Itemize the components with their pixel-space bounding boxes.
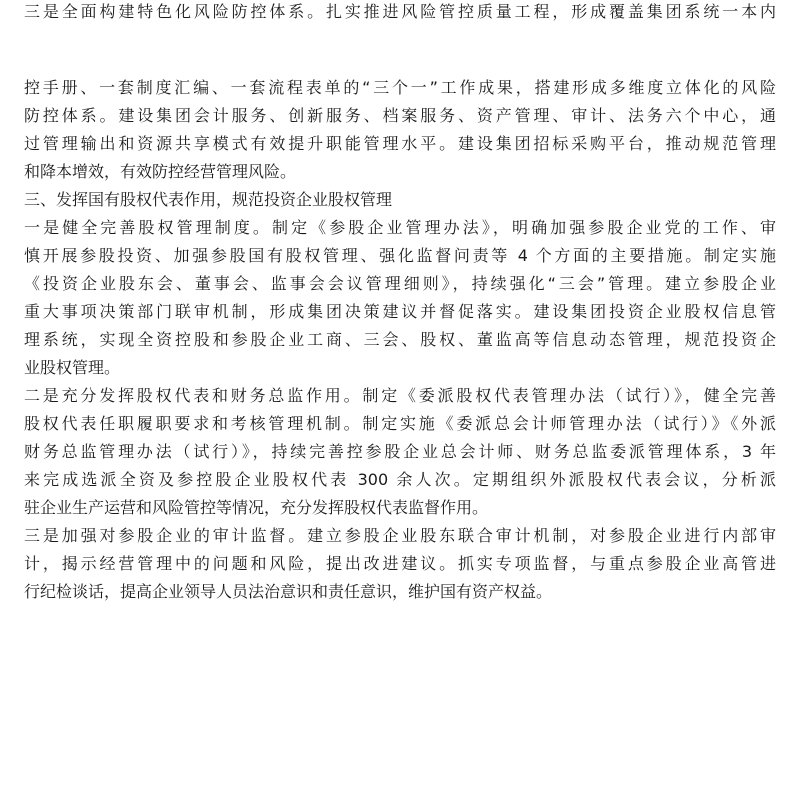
text-line: 控手册、一套制度汇编、一套流程表单的“三个一”工作成果，搭建形成多维度立体化的风险 [24,78,776,97]
text-line: 过管理输出和资源共享模式有效提升职能管理水平。建设集团招标采购平台，推动规范管理 [24,134,776,153]
text-line: 一是健全完善股权管理制度。制定《参股企业管理办法》，明确加强参股企业党的工作、审 [24,218,776,237]
text-line: 来完成选派全资及参控股企业股权代表 300 余人次。定期组织外派股权代表会议，分析派 [24,470,776,489]
text-line: 驻企业生产运营和风险管控等情况，充分发挥股权代表监督作用。 [24,498,489,517]
text-line: 《投资企业股东会、董事会、监事会会议管理细则》，持续强化“三会”管理。建立参股企业 [24,274,776,293]
text-line: 财务总监管理办法（试行）》，持续完善控参股企业总会计师、财务总监委派管理体系，3 年 [24,442,776,461]
text-line: 计，揭示经营管理中的问题和风险，提出改进建议。抓实专项监督，与重点参股企业高管进 [24,554,776,573]
text-line: 防控体系。建设集团会计服务、创新服务、档案服务、资产管理、审计、法务六个中心，通 [24,106,776,125]
text-line: 股权代表任职履职要求和考核管理机制。制定实施《委派总会计师管理办法（试行）》《外派 [24,414,776,433]
text-line: 重大事项决策部门联审机制，形成集团决策建议并督促落实。建设集团投资企业股权信息管 [24,302,776,321]
text-line: 二是充分发挥股权代表和财务总监作用。制定《委派股权代表管理办法（试行）》，健全完善 [24,386,776,405]
text-line: 理系统，实现全资控股和参股企业工商、三会、股权、董监高等信息动态管理，规范投资企 [24,330,776,349]
text-line: 业股权管理。 [24,358,121,377]
text-line: 慎开展参股投资、加强参股国有股权管理、强化监督问责等 4 个方面的主要措施。制定实施 [24,246,776,265]
text-line: 和降本增效，有效防控经营管理风险。 [24,162,297,181]
text-line-top: 三是全面构建特色化风险防控体系。扎实推进风险管控质量工程，形成覆盖集团系统一本内 [24,2,776,21]
text-line: 行纪检谈话，提高企业领导人员法治意识和责任意识，维护国有资产权益。 [24,582,553,601]
text-line: 三是加强对参股企业的审计监督。建立参股企业股东联合审计机制，对参股企业进行内部审 [24,526,776,545]
section-heading: 三、发挥国有股权代表作用，规范投资企业股权管理 [24,190,393,209]
